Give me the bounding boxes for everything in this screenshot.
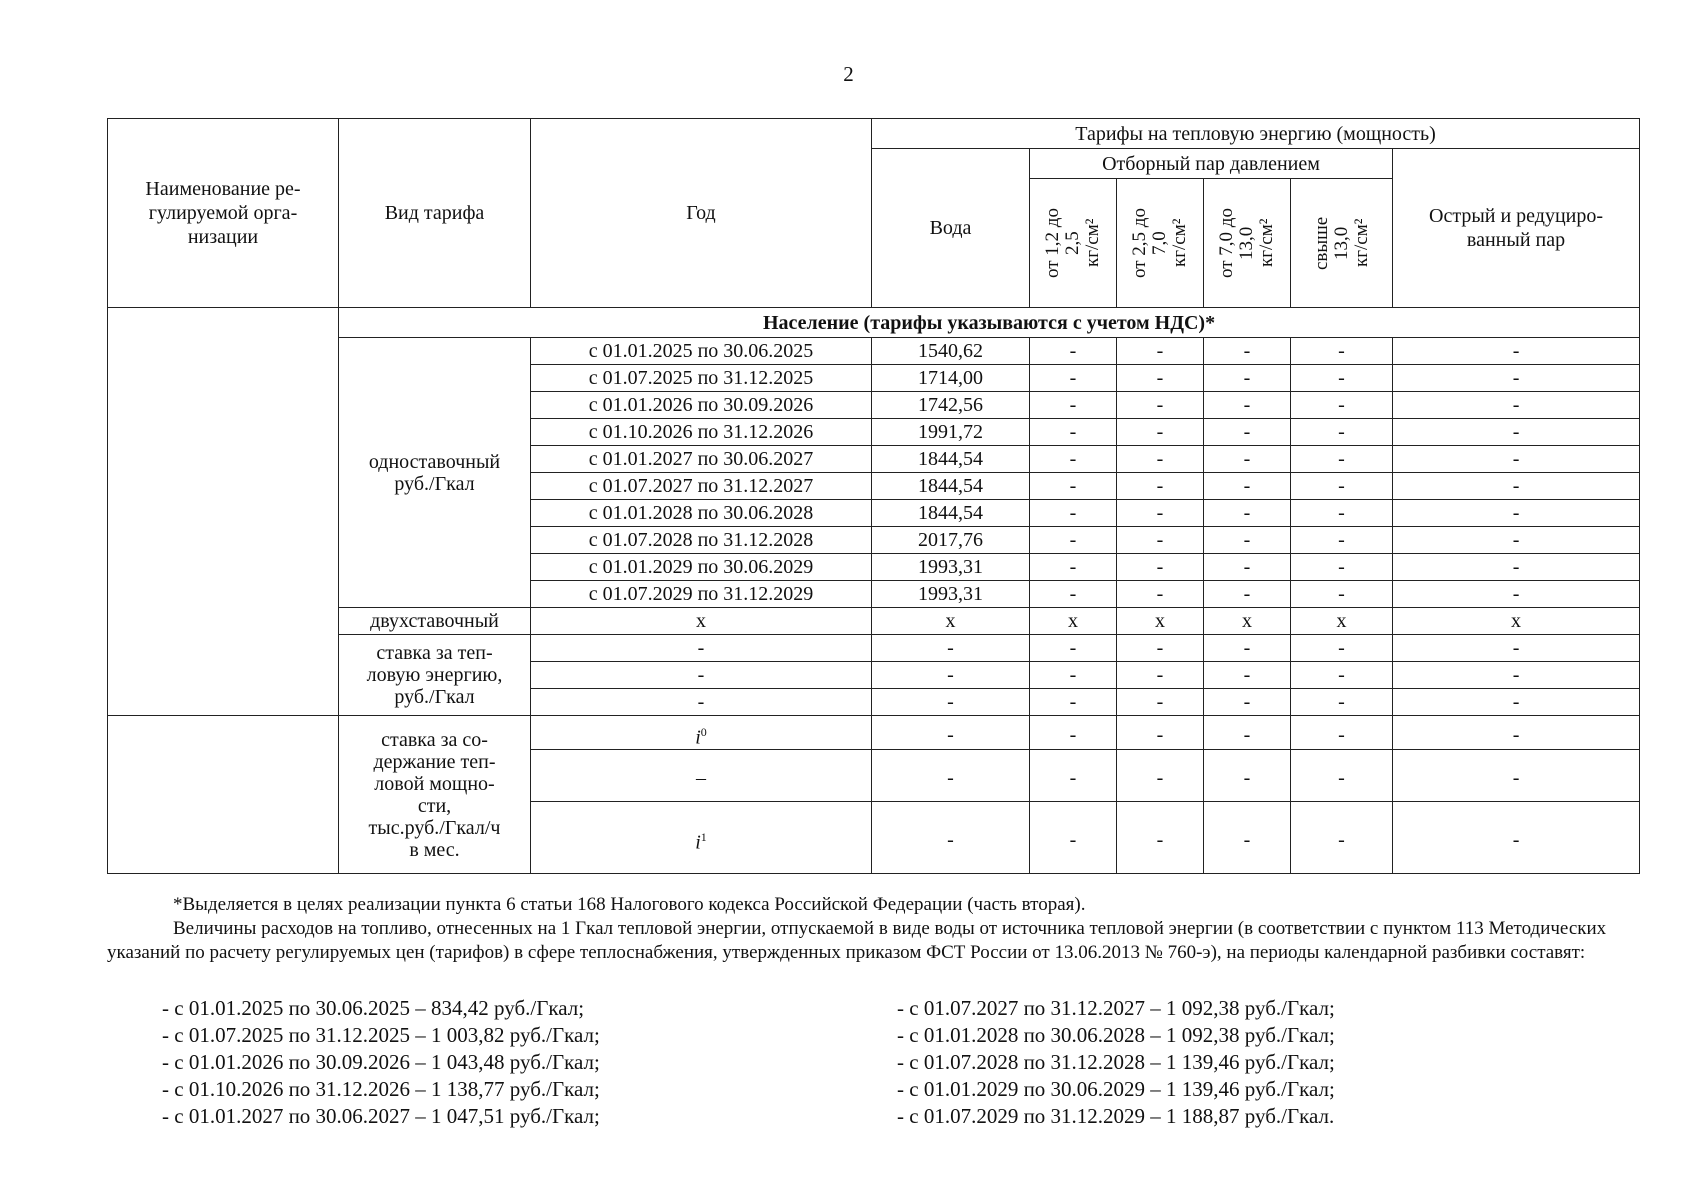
header-tariffs-title: Тарифы на тепловую энергию (мощность): [872, 119, 1640, 149]
period-cell: с 01.07.2025 по 31.12.2025: [531, 365, 872, 392]
two-rate-label: двухставочный: [339, 608, 531, 635]
header-steam-col-1: от 1,2 до 2,5 кг/см²: [1030, 179, 1117, 308]
x-cell: x: [1291, 608, 1393, 635]
dash-cell: -: [1291, 716, 1393, 750]
header-steam-col-4: свыше 13,0 кг/см²: [1291, 179, 1393, 308]
dash-cell: -: [1204, 446, 1291, 473]
x-cell: x: [1117, 608, 1204, 635]
list-item: - с 01.01.2025 по 30.06.2025 – 834,42 руб./Гкал;: [162, 996, 585, 1020]
water-value: 1742,56: [872, 392, 1030, 419]
dash-cell: -: [1291, 750, 1393, 802]
org-cell-1: [108, 308, 339, 716]
dash-cell: -: [1393, 802, 1640, 874]
dash-cell: -: [1393, 473, 1640, 500]
dash-cell: -: [1030, 446, 1117, 473]
dash-cell: -: [1117, 662, 1204, 689]
dash-cell: -: [1393, 419, 1640, 446]
dash-cell: -: [1030, 554, 1117, 581]
section-title: Население (тарифы указываются с учетом НДС)*: [339, 308, 1640, 338]
header-steam-col-3: от 7,0 до 13,0 кг/см²: [1204, 179, 1291, 308]
period-cell: с 01.01.2026 по 30.09.2026: [531, 392, 872, 419]
water-value: 2017,76: [872, 527, 1030, 554]
dash-cell: -: [1117, 446, 1204, 473]
dash-cell: -: [1291, 338, 1393, 365]
dash-cell: -: [1204, 527, 1291, 554]
dash-cell: -: [1291, 392, 1393, 419]
period-cell: с 01.07.2029 по 31.12.2029: [531, 581, 872, 608]
dash-cell: -: [1291, 527, 1393, 554]
dash-cell: -: [1204, 716, 1291, 750]
dash-cell: -: [872, 750, 1030, 802]
period-cell: с 01.07.2027 по 31.12.2027: [531, 473, 872, 500]
dash-cell: -: [1204, 500, 1291, 527]
header-water: Вода: [872, 149, 1030, 308]
tariff-table: [107, 118, 1640, 874]
dash-cell: -: [1393, 635, 1640, 662]
year-cell: $i^0$: [531, 716, 872, 750]
water-value: 1844,54: [872, 446, 1030, 473]
dash-cell: -: [872, 635, 1030, 662]
period-cell: с 01.10.2026 по 31.12.2026: [531, 419, 872, 446]
water-value: 1844,54: [872, 500, 1030, 527]
dash-cell: -: [1204, 338, 1291, 365]
dash-cell: -: [1030, 802, 1117, 874]
page-number: 2: [843, 62, 854, 86]
dash-cell: -: [1393, 446, 1640, 473]
dash-cell: -: [1393, 689, 1640, 716]
dash-cell: -: [1117, 581, 1204, 608]
header-steam-title: Отборный пар давлением: [1030, 149, 1393, 179]
list-item: - с 01.10.2026 по 31.12.2026 – 1 138,77 руб./Гкал;: [162, 1077, 600, 1101]
dash-cell: -: [1117, 689, 1204, 716]
dash-cell: -: [1204, 365, 1291, 392]
dash-cell: -: [1204, 581, 1291, 608]
dash-cell: -: [1291, 581, 1393, 608]
dash-cell: -: [1204, 689, 1291, 716]
fuel-paragraph: Величины расходов на топливо, отнесенных на 1 Гкал тепловой энергии, отпускаемой в виде воды от источника тепловой энергии (в соответствии с пунктом 113 Методических указаний по расчету регулируемых цен (тарифов) в сфере теплоснабжения, утвержденных приказом ФСТ России от 13.06.2013 № 760-э), на периоды календарной разбивки составят:: [107, 918, 1607, 963]
list-item: - с 01.07.2028 по 31.12.2028 – 1 139,46 руб./Гкал;: [897, 1050, 1335, 1074]
dash-cell: -: [1393, 338, 1640, 365]
dash-cell: -: [1117, 473, 1204, 500]
dash-cell: -: [1291, 446, 1393, 473]
dash-cell: -: [1117, 802, 1204, 874]
dash-cell: -: [1117, 500, 1204, 527]
dash-cell: -: [1291, 554, 1393, 581]
dash-cell: -: [1117, 554, 1204, 581]
period-cell: с 01.01.2029 по 30.06.2029: [531, 554, 872, 581]
water-value: 1993,31: [872, 554, 1030, 581]
dash-cell: -: [1030, 419, 1117, 446]
dash-cell: -: [1030, 365, 1117, 392]
dash-cell: -: [531, 635, 872, 662]
dash-cell: -: [1117, 527, 1204, 554]
list-item: - с 01.01.2026 по 30.09.2026 – 1 043,48 руб./Гкал;: [162, 1050, 600, 1074]
notes: [107, 893, 1639, 965]
header-sharp-steam: Острый и редуциро- ванный пар: [1393, 149, 1640, 308]
fuel-list-left: [162, 995, 600, 1130]
x-cell: x: [1204, 608, 1291, 635]
dash-cell: -: [1030, 689, 1117, 716]
dash-cell: -: [1393, 716, 1640, 750]
dash-cell: -: [1393, 581, 1640, 608]
dash-cell: -: [1117, 338, 1204, 365]
dash-cell: -: [1393, 392, 1640, 419]
dash-cell: -: [1204, 473, 1291, 500]
year-cell: –: [531, 750, 872, 802]
dash-cell: -: [872, 662, 1030, 689]
list-item: - с 01.07.2029 по 31.12.2029 – 1 188,87 руб./Гкал.: [897, 1104, 1335, 1128]
x-cell: x: [1030, 608, 1117, 635]
dash-cell: -: [1204, 635, 1291, 662]
org-cell-2: [108, 716, 339, 874]
dash-cell: -: [531, 662, 872, 689]
x-cell: x: [1393, 608, 1640, 635]
x-cell: x: [531, 608, 872, 635]
list-item: - с 01.01.2029 по 30.06.2029 – 1 139,46 руб./Гкал;: [897, 1077, 1335, 1101]
fuel-list-right: [897, 995, 1335, 1130]
dash-cell: -: [1291, 802, 1393, 874]
dash-cell: -: [1393, 365, 1640, 392]
dash-cell: -: [1204, 554, 1291, 581]
energy-rate-label: ставка за теп- ловую энергию, руб./Гкал: [339, 635, 531, 716]
water-value: 1714,00: [872, 365, 1030, 392]
dash-cell: -: [1393, 500, 1640, 527]
dash-cell: -: [872, 689, 1030, 716]
dash-cell: -: [1117, 635, 1204, 662]
dash-cell: -: [1291, 473, 1393, 500]
dash-cell: -: [1204, 802, 1291, 874]
dash-cell: -: [1030, 338, 1117, 365]
year-cell: $i^1$: [531, 802, 872, 874]
dash-cell: -: [1204, 419, 1291, 446]
dash-cell: -: [1291, 419, 1393, 446]
footnote: *Выделяется в целях реализации пункта 6 статьи 168 Налогового кодекса Российской Федерации (часть вторая).: [173, 894, 1086, 915]
list-item: - с 01.01.2027 по 30.06.2027 – 1 047,51 руб./Гкал;: [162, 1104, 600, 1128]
list-item: - с 01.07.2025 по 31.12.2025 – 1 003,82 руб./Гкал;: [162, 1023, 600, 1047]
dash-cell: -: [1393, 750, 1640, 802]
dash-cell: -: [1117, 419, 1204, 446]
dash-cell: -: [1291, 689, 1393, 716]
x-cell: x: [872, 608, 1030, 635]
dash-cell: -: [1030, 500, 1117, 527]
header-org: Наименование ре- гулируемой орга- низации: [108, 119, 339, 308]
period-cell: с 01.07.2028 по 31.12.2028: [531, 527, 872, 554]
dash-cell: -: [1030, 473, 1117, 500]
water-value: 1993,31: [872, 581, 1030, 608]
dash-cell: -: [1393, 554, 1640, 581]
dash-cell: -: [1291, 635, 1393, 662]
dash-cell: -: [1030, 527, 1117, 554]
dash-cell: -: [531, 689, 872, 716]
period-cell: с 01.01.2028 по 30.06.2028: [531, 500, 872, 527]
dash-cell: -: [1204, 662, 1291, 689]
dash-cell: -: [1393, 527, 1640, 554]
dash-cell: -: [1117, 716, 1204, 750]
dash-cell: -: [1291, 365, 1393, 392]
dash-cell: -: [1117, 365, 1204, 392]
dash-cell: -: [1030, 635, 1117, 662]
period-cell: с 01.01.2027 по 30.06.2027: [531, 446, 872, 473]
dash-cell: -: [1117, 750, 1204, 802]
list-item: - с 01.01.2028 по 30.06.2028 – 1 092,38 руб./Гкал;: [897, 1023, 1335, 1047]
dash-cell: -: [872, 716, 1030, 750]
dash-cell: -: [1030, 716, 1117, 750]
capacity-rate-label: ставка за со- держание теп- ловой мощно- сти, тыс.руб./Гкал/ч в мес.: [339, 716, 531, 874]
table-row: [108, 716, 1640, 750]
water-value: 1540,62: [872, 338, 1030, 365]
dash-cell: -: [1030, 662, 1117, 689]
dash-cell: -: [1291, 500, 1393, 527]
dash-cell: -: [1291, 662, 1393, 689]
header-year: Год: [531, 119, 872, 308]
list-item: - с 01.07.2027 по 31.12.2027 – 1 092,38 руб./Гкал;: [897, 996, 1335, 1020]
water-value: 1991,72: [872, 419, 1030, 446]
dash-cell: -: [1204, 750, 1291, 802]
dash-cell: -: [872, 802, 1030, 874]
header-tariff-type: Вид тарифа: [339, 119, 531, 308]
dash-cell: -: [1030, 750, 1117, 802]
dash-cell: -: [1204, 392, 1291, 419]
dash-cell: -: [1030, 581, 1117, 608]
dash-cell: -: [1030, 392, 1117, 419]
period-cell: с 01.01.2025 по 30.06.2025: [531, 338, 872, 365]
dash-cell: -: [1393, 662, 1640, 689]
water-value: 1844,54: [872, 473, 1030, 500]
one-rate-label: одноставочный руб./Гкал: [339, 338, 531, 608]
header-steam-col-2: от 2,5 до 7,0 кг/см²: [1117, 179, 1204, 308]
dash-cell: -: [1117, 392, 1204, 419]
